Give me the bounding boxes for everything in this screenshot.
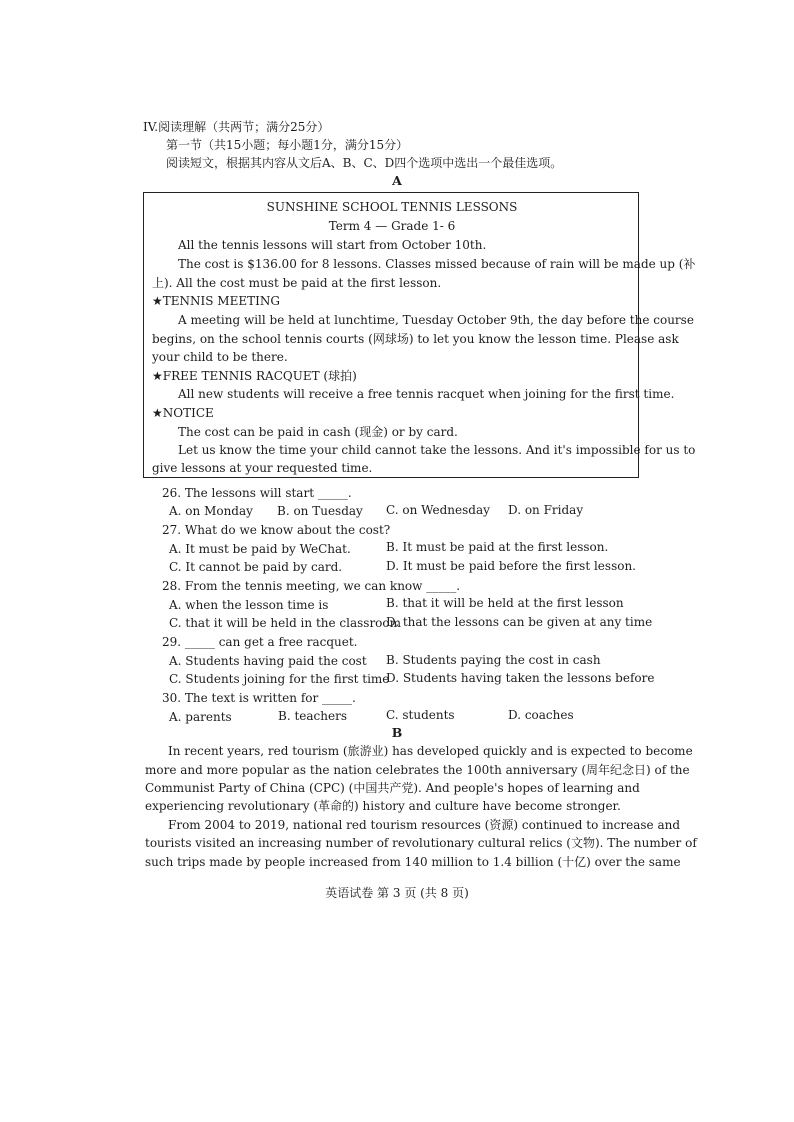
notice-line: A meeting will be held at lunchtime, Tuesday October 9th, the day before the course [178, 313, 694, 327]
passage-b-line: such trips made by people increased from 140 million to 1.4 billion (十亿) over the same [145, 855, 681, 869]
notice-line: begins, on the school tennis courts (网球场) to let you know the lesson time. Please ask [152, 332, 679, 346]
question-29-option-b[interactable]: B. Students paying the cost in cash [386, 653, 601, 667]
question-29-option-c[interactable]: C. Students joining for the first time [169, 672, 390, 686]
question-29-option-d[interactable]: D. Students having taken the lessons before [386, 671, 655, 685]
notice-title: SUNSHINE SCHOOL TENNIS LESSONS [266, 200, 518, 214]
section-heading: IV.阅读理解（共两节；满分25分） [143, 120, 330, 134]
question-29-option-a[interactable]: A. Students having paid the cost [169, 654, 367, 668]
question-29-stem: 29. _____ can get a free racquet. [162, 635, 358, 649]
notice-heading-notice: ★NOTICE [152, 406, 214, 420]
question-27-option-c[interactable]: C. It cannot be paid by card. [169, 560, 343, 574]
question-26-option-a[interactable]: A. on Monday [169, 504, 253, 518]
question-28-option-a[interactable]: A. when the lesson time is [169, 598, 329, 612]
notice-subtitle: Term 4 — Grade 1- 6 [328, 219, 456, 233]
question-26-option-b[interactable]: B. on Tuesday [277, 504, 363, 518]
question-27-option-b[interactable]: B. It must be paid at the first lesson. [386, 540, 609, 554]
question-30-stem: 30. The text is written for _____. [162, 691, 356, 705]
notice-heading-racquet: ★FREE TENNIS RACQUET (球拍) [152, 369, 357, 383]
question-27-option-d[interactable]: D. It must be paid before the first lesson. [386, 559, 636, 573]
question-28-option-d[interactable]: D. that the lessons can be given at any time [386, 615, 653, 629]
notice-line: All new students will receive a free tennis racquet when joining for the first time. [178, 387, 675, 401]
passage-b-line: experiencing revolutionary (革命的) history and culture have become stronger. [145, 799, 621, 813]
passage-b-letter: B [391, 725, 403, 740]
page-footer: 英语试卷 第 3 页 (共 8 页) [325, 886, 469, 900]
question-30-option-d[interactable]: D. coaches [508, 708, 574, 722]
passage-b-line: From 2004 to 2019, national red tourism resources (资源) continued to increase and [168, 818, 681, 832]
question-26-option-c[interactable]: C. on Wednesday [386, 503, 490, 517]
passage-b-line: tourists visited an increasing number of revolutionary cultural relics (文物). The number of [145, 836, 697, 850]
notice-line: your child to be there. [152, 350, 288, 364]
question-30-option-b[interactable]: B. teachers [278, 709, 347, 723]
question-28-stem: 28. From the tennis meeting, we can know _____. [162, 579, 461, 593]
question-26-option-d[interactable]: D. on Friday [508, 503, 584, 517]
question-26-stem: 26. The lessons will start _____. [162, 486, 352, 500]
part-heading: 第一节（共15小题；每小题1分，满分15分） [166, 138, 409, 152]
question-28-option-b[interactable]: B. that it will be held at the first lesson [386, 596, 624, 610]
tennis-notice-box [143, 192, 696, 478]
question-27-option-a[interactable]: A. It must be paid by WeChat. [169, 542, 351, 556]
notice-line: 上). All the cost must be paid at the first lesson. [152, 276, 442, 290]
notice-heading-meeting: ★TENNIS MEETING [152, 294, 280, 308]
passage-b-line: more and more popular as the nation celebrates the 100th anniversary (周年纪念日) of the [145, 763, 690, 777]
notice-line: Let us know the time your child cannot take the lessons. And it's impossible for us to [178, 443, 696, 457]
passage-b-line: Communist Party of China (CPC) (中国共产党). And people's hopes of learning and [145, 781, 640, 795]
passage-b-line: In recent years, red tourism (旅游业) has developed quickly and is expected to become [168, 744, 693, 758]
question-30-option-a[interactable]: A. parents [169, 710, 232, 724]
passage-a-letter: A [392, 173, 402, 188]
question-27-stem: 27. What do we know about the cost? [162, 523, 391, 537]
notice-line: give lessons at your requested time. [152, 461, 373, 475]
notice-line: The cost can be paid in cash (现金) or by card. [178, 425, 458, 439]
instruction-text: 阅读短文，根据其内容从文后A、B、C、D四个选项中选出一个最佳选项。 [166, 156, 563, 170]
question-28-option-c[interactable]: C. that it will be held in the classroom [169, 616, 402, 630]
notice-line: All the tennis lessons will start from October 10th. [178, 238, 487, 252]
question-30-option-c[interactable]: C. students [386, 708, 455, 722]
notice-line: The cost is $136.00 for 8 lessons. Classes missed because of rain will be made up (补 [178, 257, 696, 271]
